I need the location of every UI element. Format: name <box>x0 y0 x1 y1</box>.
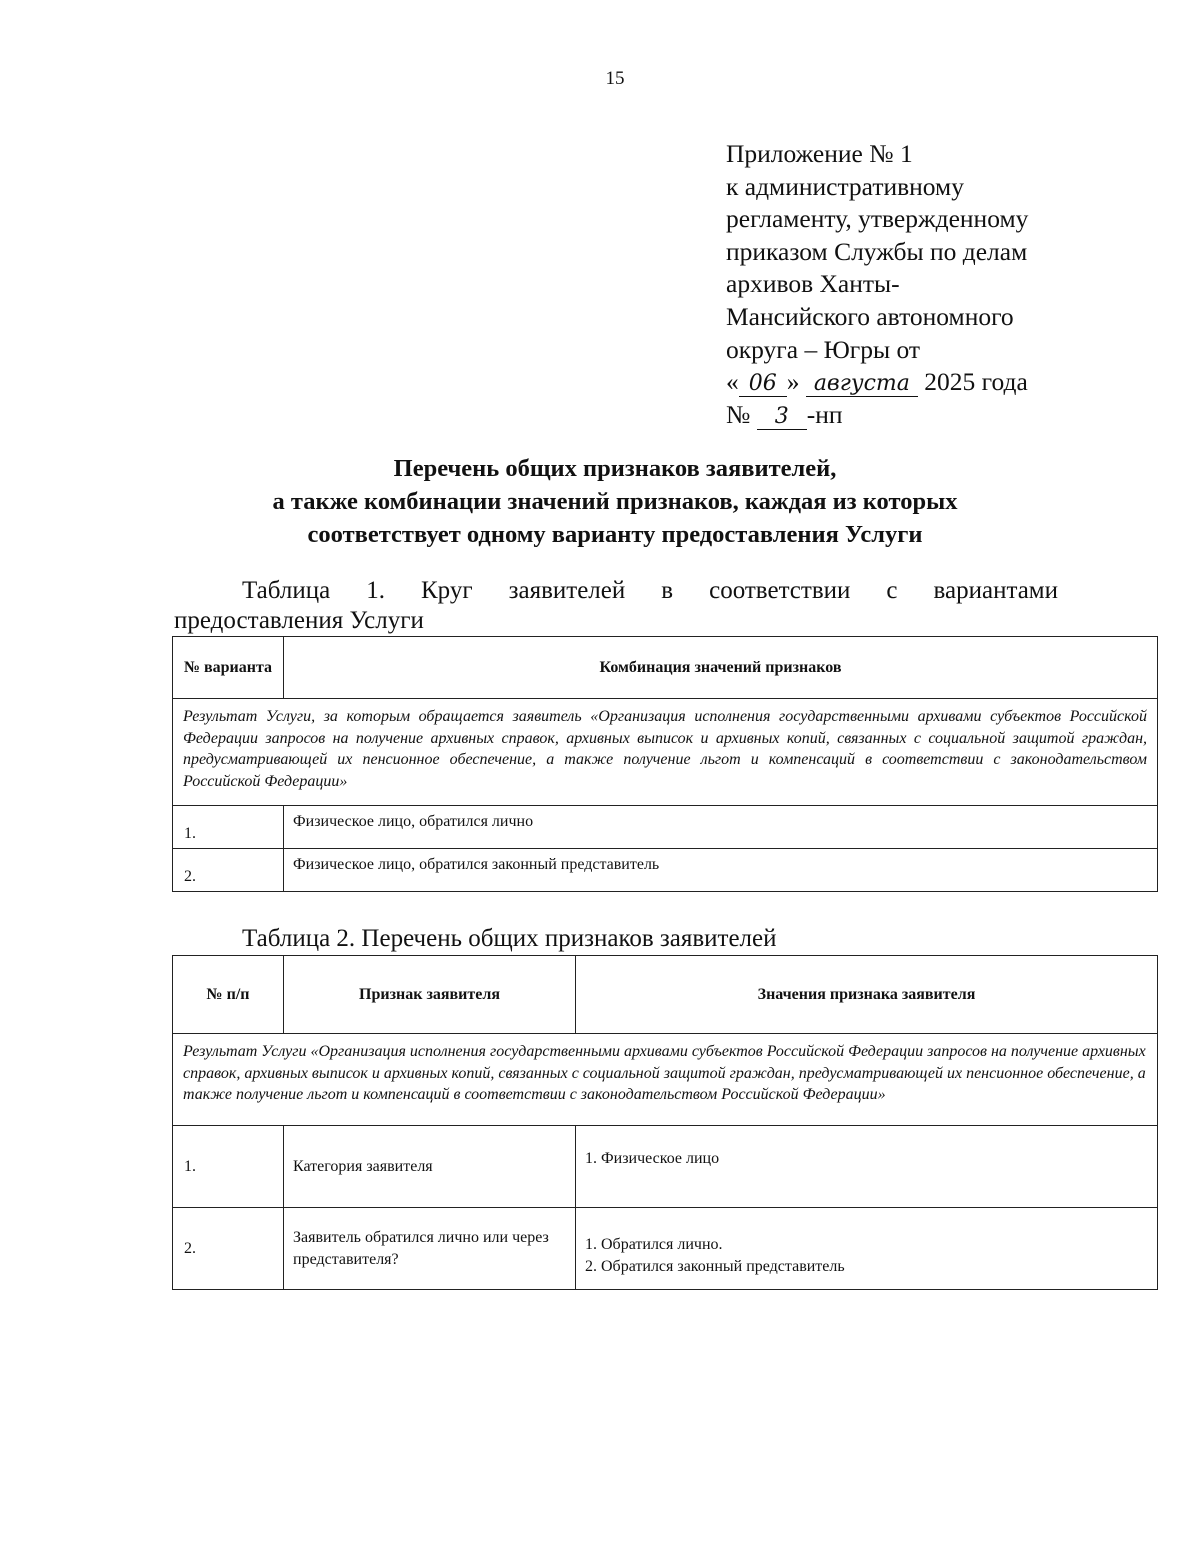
approval-line: регламенту, утвержденному <box>726 204 1029 234</box>
date-open-quote: « <box>726 367 739 397</box>
approval-line: приказом Службы по делам <box>726 236 1028 266</box>
approval-line: Мансийского автономного <box>726 301 1014 331</box>
document-title <box>170 452 1060 551</box>
sign-values <box>576 1208 1158 1290</box>
number-prefix: № <box>726 399 751 429</box>
service-result-row: Результат Услуги «Организация исполнения государственными архивами субъектов Российской Федерации запросов на получение архивных справок, архивных выписок и архивных копий, связанных с социальной защитой граждан, предусматривающей их пенсионное обеспечение, а также получение льгот и компенсаций в соответствии с законодательством Российской Федерации» <box>173 1034 1158 1126</box>
row-number: 2. <box>173 1208 284 1290</box>
date-close-quote: » <box>786 367 800 397</box>
sign-values <box>576 1126 1158 1208</box>
applicant-signs-table <box>172 955 1158 1290</box>
title-line: соответствует одному варианту предоставления Услуги <box>307 521 923 548</box>
table1-caption-line: предоставления Услуги <box>174 607 424 634</box>
variant-description: Физическое лицо, обратился законный представитель <box>284 849 1158 892</box>
approval-number-line <box>726 399 1028 432</box>
variant-number: 1. <box>173 806 284 849</box>
approval-line: к административному <box>726 171 964 201</box>
approval-line: округа – Югры от <box>726 334 921 364</box>
page-number: 15 <box>605 68 625 89</box>
approval-line: архивов Ханты- <box>726 269 900 299</box>
service-result-row: Результат Услуги, за которым обращается заявитель «Организация исполнения государственными архивами субъектов Российской Федерации запросов на получение архивных справок, архивных выписок и архивных копий, связанных с социальной защитой граждан, предусматривающей их пенсионное обеспечение, а также получение льгот и компенсаций в соответствии с законодательством Российской Федерации» <box>173 699 1158 806</box>
approval-date-line <box>726 366 1028 399</box>
title-line: Перечень общих признаков заявителей, <box>393 455 837 482</box>
title-line: а также комбинации значений признаков, каждая из которых <box>272 488 958 515</box>
table1-caption <box>174 576 1058 636</box>
approval-line: Приложение № 1 <box>726 139 913 168</box>
applicant-sign: Заявитель обратился лично или через представителя? <box>284 1208 576 1290</box>
variant-description: Физическое лицо, обратился лично <box>284 806 1158 849</box>
table2-caption: Таблица 2. Перечень общих признаков заявителей <box>242 925 777 952</box>
header-sign-values: Значения признака заявителя <box>576 956 1158 1034</box>
approval-block <box>726 138 1028 431</box>
number-suffix: -нп <box>806 399 843 429</box>
header-row-number: № п/п <box>173 956 284 1034</box>
row-number: 1. <box>173 1126 284 1208</box>
handwritten-day: 06 <box>739 372 787 397</box>
date-year: 2025 года <box>924 367 1028 397</box>
applicant-sign: Категория заявителя <box>284 1126 576 1208</box>
sign-value: 1. Физическое лицо <box>585 1150 720 1167</box>
handwritten-month: августа <box>806 372 918 397</box>
table1-caption-line: Таблица 1. Круг заявителей в соответствии с вариантами <box>242 577 1058 604</box>
handwritten-number: 3 <box>757 405 807 430</box>
applicant-variants-table <box>172 636 1158 892</box>
header-applicant-sign: Признак заявителя <box>284 956 576 1034</box>
header-variant-number: № варианта <box>173 637 284 699</box>
variant-number: 2. <box>173 849 284 892</box>
sign-value: 1. Обратился лично. <box>585 1236 723 1253</box>
sign-value: 2. Обратился законный представитель <box>585 1257 845 1275</box>
header-combination: Комбинация значений признаков <box>284 637 1158 699</box>
